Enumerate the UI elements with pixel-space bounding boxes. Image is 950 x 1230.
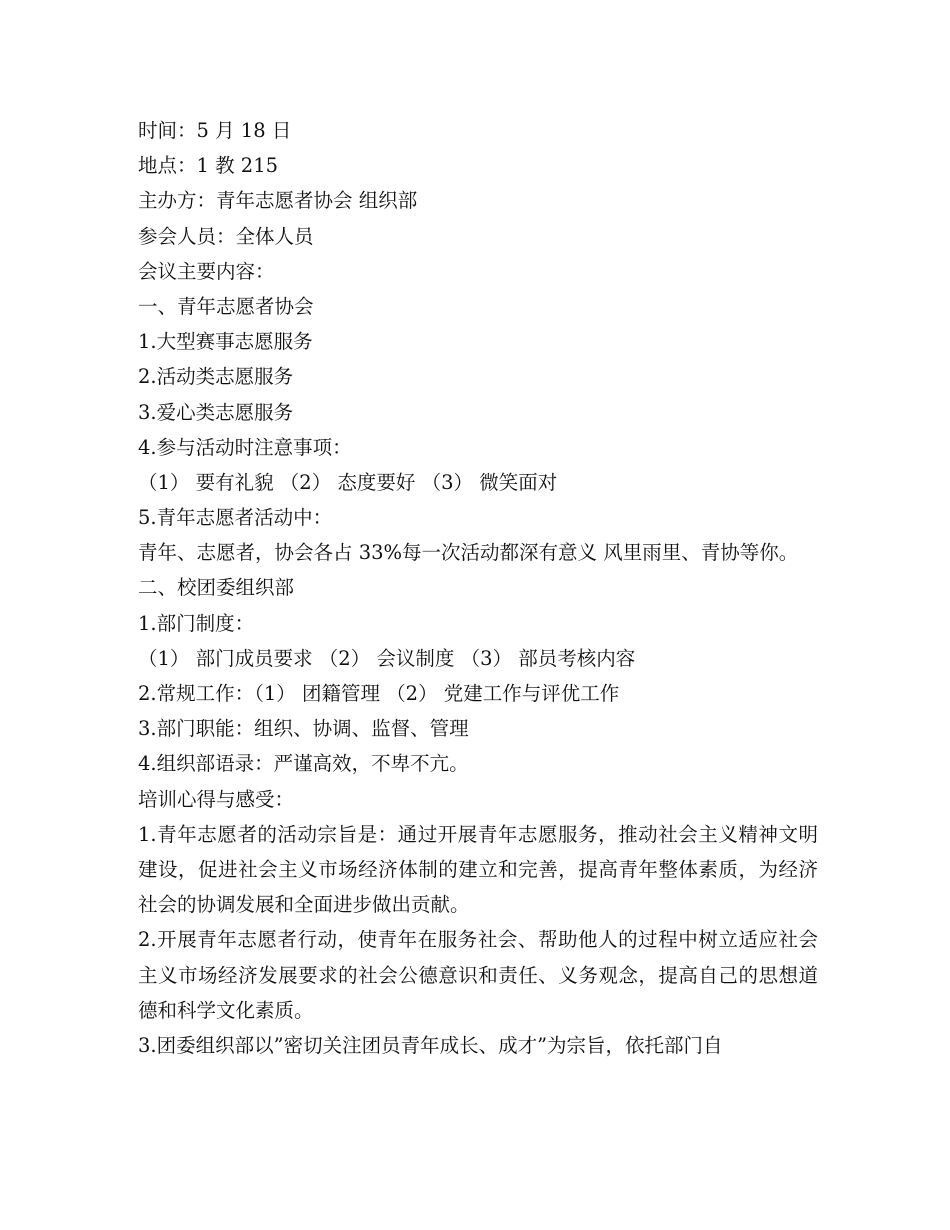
section2-heading: 二、校团委组织部: [138, 576, 295, 600]
section1-item5: 5.青年志愿者活动中：: [138, 506, 333, 530]
section1-item4: 4.参与活动时注意事项：: [138, 435, 352, 459]
reflection-para1: 1.青年志愿者的活动宗旨是：通过开展青年志愿服务，推动社会主义精神文明建设，促进社会主义市场经济体制的建立和完善，提高青年整体素质，为经济社会的协调发展和全面进步做出贡献。: [138, 822, 818, 917]
meeting-organizer: 主办方：青年志愿者协会 组织部: [138, 189, 418, 213]
reflection-heading: 培训心得与感受：: [138, 787, 295, 811]
reflection-para2: 2.开展青年志愿者行动，使青年在服务社会、帮助他人的过程中树立适应社会主义市场经济发展要求的社会公德意识和责任、义务观念，提高自己的思想道德和科学文化素质。: [138, 928, 818, 1022]
reflection-para3: 3.团委组织部以”密切关注团员青年成长、成才”为宗旨，依托部门自: [138, 1033, 723, 1057]
section2-item4: 4.组织部语录：严谨高效，不卑不亢。: [138, 752, 469, 776]
section1-item3: 3.爱心类志愿服务: [138, 400, 294, 424]
section1-heading: 一、青年志愿者协会: [138, 294, 314, 318]
section2-item1-detail: （1） 部门成员要求 （2） 会议制度 （3） 部员考核内容: [138, 646, 636, 670]
document-body: [138, 113, 818, 1063]
section1-item4-detail: （1） 要有礼貌 （2） 态度要好 （3） 微笑面对: [138, 470, 558, 494]
meeting-content-heading: 会议主要内容：: [138, 259, 275, 283]
section1-item1: 1.大型赛事志愿服务: [138, 330, 313, 354]
meeting-attendees: 参会人员：全体人员: [138, 224, 314, 248]
section2-item1: 1.部门制度：: [138, 611, 255, 635]
section2-item2: 2.常规工作：（1） 团籍管理 （2） 党建工作与评优工作: [138, 682, 620, 706]
section2-item3: 3.部门职能：组织、协调、监督、管理: [138, 717, 469, 741]
section1-item2: 2.活动类志愿服务: [138, 365, 294, 389]
section1-item5-detail: 青年、志愿者，协会各占 33%每一次活动都深有意义 风里雨里、青协等你。: [138, 541, 799, 565]
meeting-location: 地点：1 教 215: [138, 154, 279, 178]
meeting-time: 时间：5 月 18 日: [138, 119, 292, 142]
